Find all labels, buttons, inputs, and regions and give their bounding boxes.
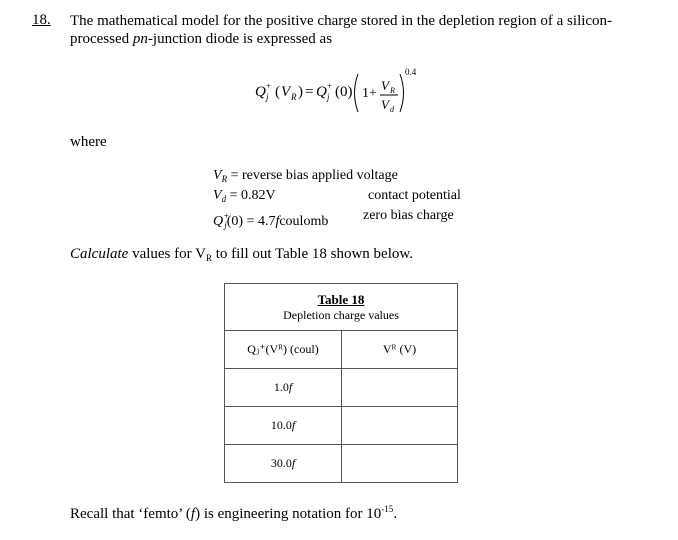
depletion-table	[224, 283, 458, 483]
eq-frac-den-sub: d	[390, 105, 394, 114]
eq-one-plus: 1+	[362, 86, 377, 101]
def-q0-f: f	[275, 214, 280, 229]
table-caption	[225, 284, 458, 331]
table-subtitle: Depletion charge values	[283, 307, 399, 322]
instruction-sub: R	[205, 253, 212, 263]
def-vd-desc: contact potential	[368, 188, 461, 203]
def-vd-sym: $V_d$	[213, 188, 227, 204]
eq-big-rparen	[400, 74, 404, 112]
def-vd-text: = 0.82V	[226, 188, 276, 203]
recall-text-c: .	[393, 506, 398, 522]
def-q0-desc: zero bias charge	[363, 208, 454, 223]
problem-number: 18.	[32, 12, 51, 28]
table-header-charge: Qⱼ⁺(Vᴿ) (coul)	[225, 331, 342, 369]
intro-line-2b: -junction diode is expressed as	[147, 31, 333, 47]
eq-rhs-sub: j	[327, 92, 330, 102]
def-q0-text: (0) = 4.7	[226, 214, 276, 229]
def-vd	[213, 186, 461, 206]
eq-lhs-q: Q	[255, 84, 266, 100]
eq-rhs-arg: (0)	[335, 84, 353, 100]
eq-frac-den: V	[381, 97, 389, 112]
eq-frac-num-sub: R	[390, 86, 395, 95]
eq-frac-num: V	[381, 78, 389, 93]
table-title: Table 18	[317, 291, 365, 307]
intro-line-1: The mathematical model for the positive charge stored in the depletion region of a silicon-	[70, 13, 613, 29]
def-vr-sym: $V_R$	[213, 168, 228, 184]
table-cell-voltage[interactable]	[342, 445, 458, 483]
table-row	[225, 407, 458, 445]
eq-rhs-q: Q	[316, 84, 327, 100]
table-cell-charge: 10.0f	[225, 407, 342, 445]
recall-text-a: Recall that ‘femto’ (	[70, 506, 191, 522]
instruction-text-a: values for V	[128, 246, 206, 262]
eq-big-lparen	[355, 74, 359, 112]
table-cell-charge: 1.0f	[225, 369, 342, 407]
def-q0-sym: $Q^+_j$	[213, 211, 230, 230]
where-label: where	[70, 134, 107, 150]
instruction	[70, 246, 413, 263]
eq-lhs-sub: j	[266, 92, 269, 102]
equation-svg	[255, 58, 435, 120]
def-vr-text: = reverse bias applied voltage	[227, 168, 398, 183]
recall-text-b: ) is engineering notation for 10	[195, 506, 382, 522]
def-q0	[213, 206, 454, 230]
eq-lhs-v-sub: R	[291, 92, 297, 102]
table-cell-voltage[interactable]	[342, 369, 458, 407]
eq-rhs-sup: +	[327, 81, 333, 91]
table-header-row	[225, 331, 458, 369]
table-cell-voltage[interactable]	[342, 407, 458, 445]
instruction-text-b: to fill out Table 18 shown below.	[211, 246, 413, 262]
recall-note	[70, 504, 397, 523]
table-header-voltage: Vᴿ (V)	[342, 331, 458, 369]
def-vr	[213, 166, 398, 186]
eq-equals: =	[305, 84, 314, 100]
table-cell-charge: 30.0f	[225, 445, 342, 483]
eq-exponent: 0.4	[405, 67, 417, 77]
intro-line-2a: processed	[70, 31, 133, 47]
definitions	[213, 166, 461, 230]
eq-lhs-v: V	[281, 84, 291, 100]
recall-f: f	[190, 506, 196, 522]
eq-lhs-sup: +	[266, 81, 272, 91]
table-row	[225, 445, 458, 483]
charge-equation	[255, 58, 435, 120]
eq-lparen: (	[275, 84, 280, 100]
problem-intro	[70, 12, 660, 48]
intro-pn: pn	[132, 31, 148, 47]
eq-rparen: )	[298, 84, 303, 100]
def-q0-unit: coulomb	[279, 214, 329, 229]
recall-exp: -15	[381, 504, 394, 514]
table-row	[225, 369, 458, 407]
instruction-calc: Calculate	[70, 246, 129, 262]
